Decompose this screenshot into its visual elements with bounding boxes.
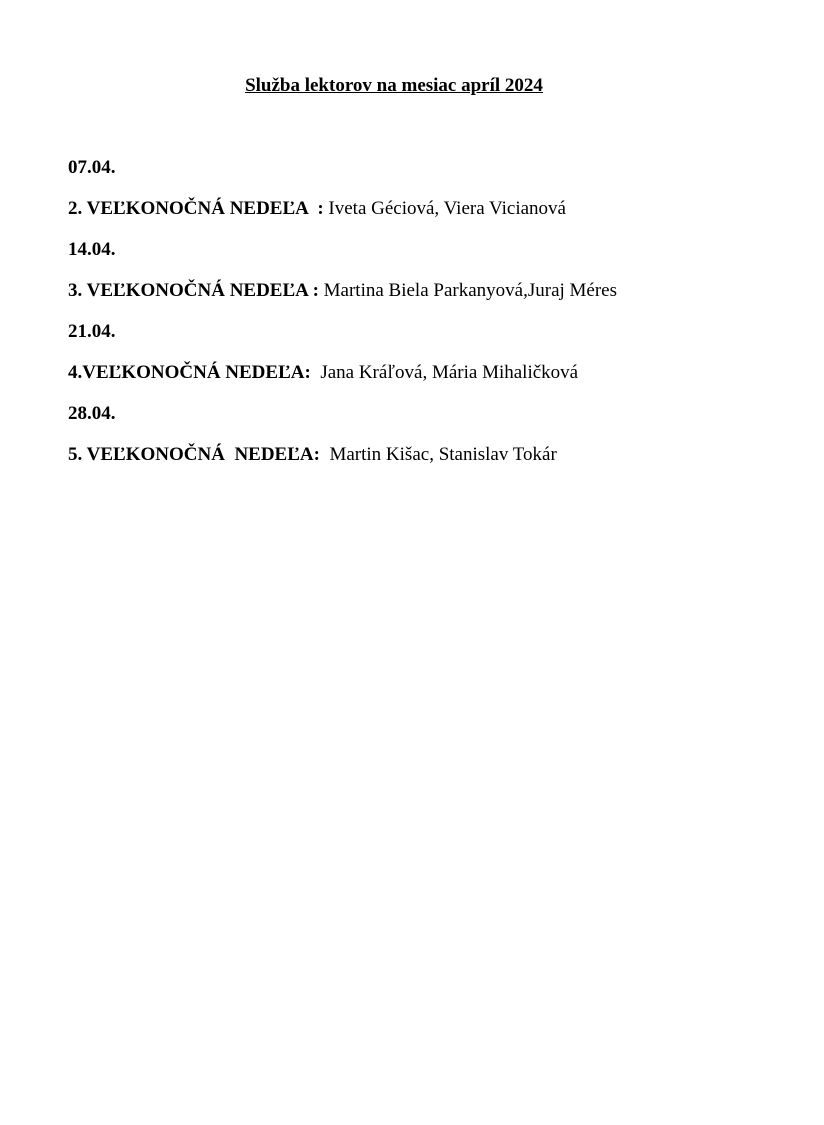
entry-line [68, 443, 788, 467]
entry-date: 14.04. [68, 239, 116, 260]
entry-sunday-label: 2. VEĽKONOČNÁ NEDEĽA : [68, 198, 329, 219]
document-title: Služba lektorov na mesiac apríl 2024 [245, 75, 543, 96]
entry-date: 28.04. [68, 403, 116, 424]
entry-readers: Iveta Géciová, Viera Vicianová [328, 198, 566, 219]
entry-line [68, 361, 788, 385]
entry-readers: Martin Kišac, Stanislav Tokár [329, 444, 557, 465]
entry-date: 21.04. [68, 321, 116, 342]
entry-sunday-label: 3. VEĽKONOČNÁ NEDEĽA : [68, 280, 324, 301]
entry-readers: Jana Kráľová, Mária Mihaličková [320, 362, 579, 383]
entry-sunday-label: 4.VEĽKONOČNÁ NEDEĽA: [68, 362, 321, 383]
entry-line [68, 279, 788, 303]
schedule-entry [68, 156, 788, 221]
entry-readers: Martina Biela Parkanyová,Juraj Méres [323, 280, 618, 301]
schedule-entry [68, 320, 788, 385]
entry-line [68, 197, 788, 221]
schedule-entry [68, 402, 788, 467]
schedule-entry [68, 238, 788, 303]
entry-date: 07.04. [68, 157, 116, 178]
lector-schedule [68, 156, 788, 484]
entry-sunday-label: 5. VEĽKONOČNÁ NEDEĽA: [68, 444, 330, 465]
